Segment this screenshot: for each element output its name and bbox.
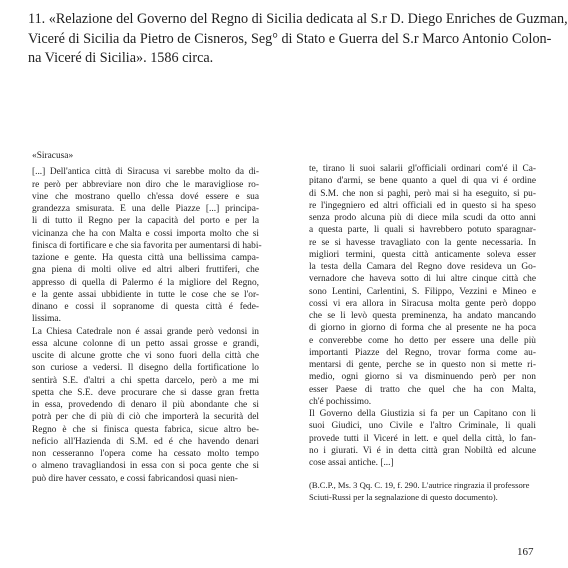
text-line: essa alcune colonne di un petto assai grosse e grandi,: [32, 338, 259, 349]
document-title: [28, 10, 568, 69]
text-line: medio, ogni giorno si va disminuendo però per non: [309, 372, 536, 383]
left-column-lines: [32, 166, 262, 485]
text-line: pitano d'armi, se bene quanto a quel di qua vi é ordine: [309, 176, 536, 187]
text-line: o almeno travagliandosi in essa con si poca gente che si: [32, 461, 259, 472]
text-line: ch'é pochissimo.: [309, 396, 372, 407]
text-line: e converebbe come ho detto per essere una delle più: [309, 335, 536, 346]
text-line: re se si havesse travagliato con la gente necessaria. In: [309, 237, 536, 248]
text-line: te, tirano li suoi salarii gl'officiali ordinari com'é il Ca-: [309, 164, 536, 174]
source-note-line: Sciuti-Russi per la segnalazione di questo documento).: [309, 491, 498, 502]
text-line: potrà per che di più di ciò che importerà la securità del: [32, 412, 259, 423]
text-line: cossi vi era allora in Siracusa molta gente però doppo: [309, 298, 536, 309]
text-line: provede tutti il Viceré in lett. e quel della città, lo fan-: [309, 433, 536, 444]
note-gap: [309, 469, 536, 480]
text-line: appresso di quella di Palermo é la migliore del Regno,: [32, 277, 259, 288]
right-column-lines: [309, 163, 536, 469]
left-text-column: [32, 150, 262, 485]
text-line: non cesseranno l'opera come ha cessato molto tempo: [32, 449, 259, 459]
text-line: sentirà S.E. d'altri a chi spetta darcelo, però a me mi: [32, 375, 259, 386]
text-line: Il Governo della Giustizia si fa per un Capitano con li: [309, 409, 536, 419]
text-line: a questa parte, li quali si havrebbero potuto sparagnar-: [309, 225, 536, 236]
text-line: senza prodo alcuna più di diece mila scudi da otto anni: [309, 213, 536, 223]
text-line: vicinanza che ha con Malta e cossi importa molto che si: [32, 228, 259, 239]
text-line: tazione e gente. Ha questa città una bellissima campa-: [32, 253, 259, 263]
text-line: cose assai antiche. [...]: [309, 458, 394, 468]
text-line: re l'ingegniero ed altri officiali ed in questo si ha speso: [309, 200, 536, 211]
text-line: di S.M. che non si paghi, però mai si ha eseguito, si pu-: [309, 188, 536, 199]
text-line: spetta che S.E. deve procurare che si dasse gran fretta: [32, 387, 259, 398]
text-line: uscite di alcune grotte che vi sono fuori della città che: [32, 351, 259, 361]
text-line: sono Lentini, Carlentini, S. Filippo, Vezzini e Mineo e: [309, 286, 536, 297]
text-line: la testa della Camara del Regno dove resideva un Go-: [309, 262, 536, 272]
text-line: gna piena di molti olive ed altri alberi fruttiferi, che: [32, 265, 259, 276]
section-heading: «Siracusa»: [32, 151, 74, 161]
text-line: e la gente assai ubbidiente in tutte le cose che se l'or-: [32, 289, 259, 300]
text-line: grandezza smisurata. E una delle Piazze [...] principa-: [32, 204, 259, 214]
text-line: vine che mostrano quello ch'essa dové essere e sua: [32, 191, 259, 202]
text-line: [...] Dell'antica città di Siracusa vi sarebbe molto da di-: [32, 167, 259, 178]
text-line: può dire haver cessato, e cossi fabricandosi quasi nien-: [32, 473, 238, 484]
text-line: Regno è che si finisca questa fabrica, sicue altro be-: [32, 424, 259, 435]
text-line: suoi Giudici, uno Civile e l'altro Criminale, li quali: [309, 421, 536, 432]
text-line: re però per abbreviare non diro che le maravigliose ro-: [32, 179, 259, 190]
title-line: Viceré di Sicilia da Pietro de Cisneros, Seg° di Stato e Guerra del S.r Marco Antonio Colon-: [28, 30, 552, 47]
text-line: di giorno in giorno di forma che al presente ne ha poca: [309, 323, 536, 334]
text-line: esser Paese di tratto che quel che ha con Malta,: [309, 384, 536, 395]
text-line: mentarsi di gente, perche se in questo non si mette ri-: [309, 360, 536, 370]
text-line: son curiose a vedersi. Il disegno della fortificatione lo: [32, 363, 259, 374]
text-line: finisca di fortificare e che sia favorita per aumentarsi di habi-: [32, 240, 262, 251]
text-line: lissima.: [32, 314, 61, 325]
title-line: 11. «Relazione del Governo del Regno di Sicilia dedicata al S.r D. Diego Enriches de Guzman,: [28, 11, 568, 27]
text-line: neficio all'Hazienda di S.M. ed é che havendo denari: [32, 436, 259, 447]
text-line: no i giurati. Vi é in detta città gran Nobiltà ed alcune: [309, 445, 536, 456]
title-line: na Viceré di Sicilia». 1586 circa.: [28, 50, 214, 66]
page-number: 167: [517, 546, 534, 558]
text-line: in essa, provedendo di denaro il più abondante che si: [32, 400, 259, 410]
text-line: vernadore che haveva sotto di lui altre cinque città che: [309, 274, 536, 285]
source-note-line: (B.C.P., Ms. 3 Qq. C. 19, f. 290. L'autrice ringrazia il professore: [309, 480, 530, 491]
text-line: migliori termini, questa città anticamente soleva esser: [309, 249, 536, 260]
text-line: li di tutto il Regno per la capacità del porto e per la: [32, 216, 259, 227]
text-line: dinano e cossi il sopranome di questa città é fede-: [32, 302, 259, 312]
text-line: La Chiesa Catedrale non é assai grande però vedonsi in: [32, 326, 259, 337]
text-line: che se li levò questa preminenza, ha andato mancando: [309, 311, 536, 321]
right-text-column: [309, 163, 536, 503]
text-line: importanti Piazze del Regno, trovar forma come au-: [309, 347, 536, 358]
